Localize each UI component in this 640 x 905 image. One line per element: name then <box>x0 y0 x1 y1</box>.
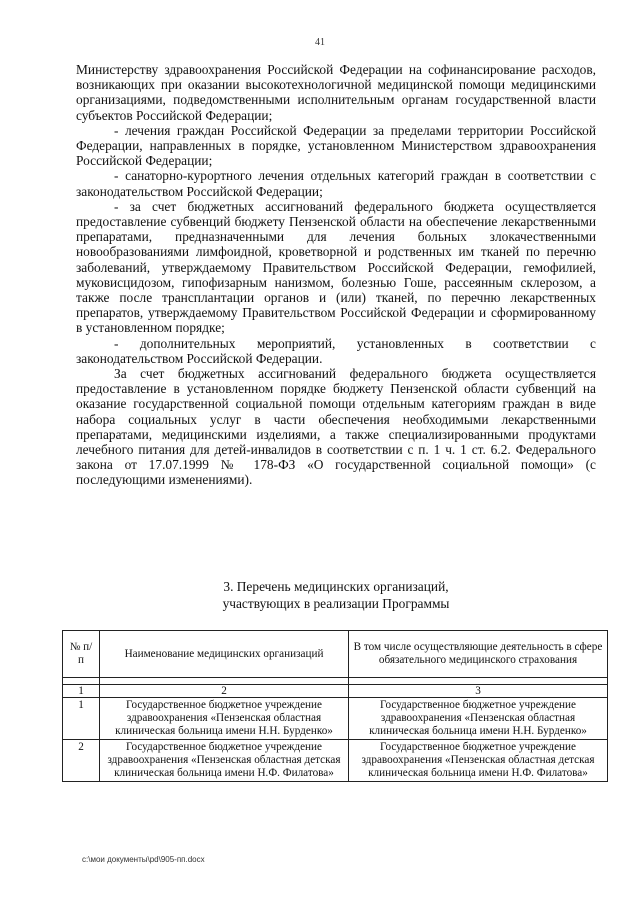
section-title-line-2: участвующих в реализации Программы <box>222 596 450 611</box>
row-number: 2 <box>63 740 100 782</box>
oms-organization: Государственное бюджетное учреждение здравоохранения «Пензенская областная клиническая больница имени Н.Н. Бурденко» <box>349 698 608 740</box>
column-number-row <box>63 685 608 698</box>
organization-name: Государственное бюджетное учреждение здравоохранения «Пензенская областная детская клиническая больница имени Н.Ф. Филатова» <box>100 740 349 782</box>
column-number: 2 <box>100 685 349 698</box>
header-gap <box>63 678 608 685</box>
section-title-line-1: 3. Перечень медицинских организаций, <box>223 579 449 594</box>
table-row <box>63 698 608 740</box>
table-row <box>63 740 608 782</box>
paragraph-4: - за счет бюджетных ассигнований федерального бюджета осуществляется предоставление субвенций бюджету Пензенской области на обеспечение лекарственными препаратами, предназначенными для лечения больных злокачественными новообразованиями лимфоидной, кроветворной и родственных им тканей по перечню заболеваний, утверждаемому Правительством Российской Федерации, гемофилией, муковисцидозом, гипофизарным нанизмом, болезнью Гоше, рассеянным склерозом, а также после трансплантации органов и (или) тканей, по перечню лекарственных препаратов, утверждаемому Правительством Российской Федерации и сформированному в установленном порядке; <box>76 198 596 336</box>
table-header-row <box>63 631 608 678</box>
oms-organization: Государственное бюджетное учреждение здравоохранения «Пензенская областная детская клиническая больница имени Н.Ф. Филатова» <box>349 740 608 782</box>
paragraph-6: За счет бюджетных ассигнований федерального бюджета осуществляется предоставление в установленном порядке бюджету Пензенской области субвенций на оказание государственной социальной помощи отдельным категориям граждан в виде набора социальных услуг в части обеспечения необходимыми лекарственными препаратами, медицинскими изделиями, а также специализированными продуктами лечебного питания для детей-инвалидов в соответствии с п. 1 ч. 1 ст. 6.2. Федерального закона от 17.07.1999 № 178-ФЗ «О государственной социальной помощи» (с последующими изменениями). <box>76 366 596 488</box>
paragraph-2: - лечения граждан Российской Федерации за пределами территории Российской Федерации, направленных в порядке, установленном Министерством здравоохранения Российской Федерации; <box>76 122 596 169</box>
document-body <box>76 62 596 488</box>
column-number: 3 <box>349 685 608 698</box>
section-title <box>76 578 596 612</box>
page-number: 41 <box>315 37 325 48</box>
header-oms-activity: В том числе осуществляющие деятельность в сфере обязательного медицинского страхования <box>349 631 608 678</box>
header-organization-name: Наименование медицинских организаций <box>100 631 349 678</box>
header-number: № п/п <box>63 631 100 678</box>
column-number: 1 <box>63 685 100 698</box>
footer-file-path: c:\мои документы\pd\905-пп.docx <box>82 855 205 864</box>
organization-name: Государственное бюджетное учреждение здравоохранения «Пензенская областная клиническая больница имени Н.Н. Бурденко» <box>100 698 349 740</box>
paragraph-1: Министерству здравоохранения Российской Федерации на софинансирование расходов, возникающих при оказании высокотехнологичной медицинской помощи медицинскими организациями, подведомственными исполнительным органам государственной власти субъектов Российской Федерации; <box>76 62 596 123</box>
paragraph-3: - санаторно-курортного лечения отдельных категорий граждан в соответствии с законодательством Российской Федерации; <box>76 168 596 199</box>
row-number: 1 <box>63 698 100 740</box>
paragraph-5: - дополнительных мероприятий, установленных в соответствии с законодательством Российской Федерации. <box>76 335 596 366</box>
organizations-table <box>62 630 608 782</box>
